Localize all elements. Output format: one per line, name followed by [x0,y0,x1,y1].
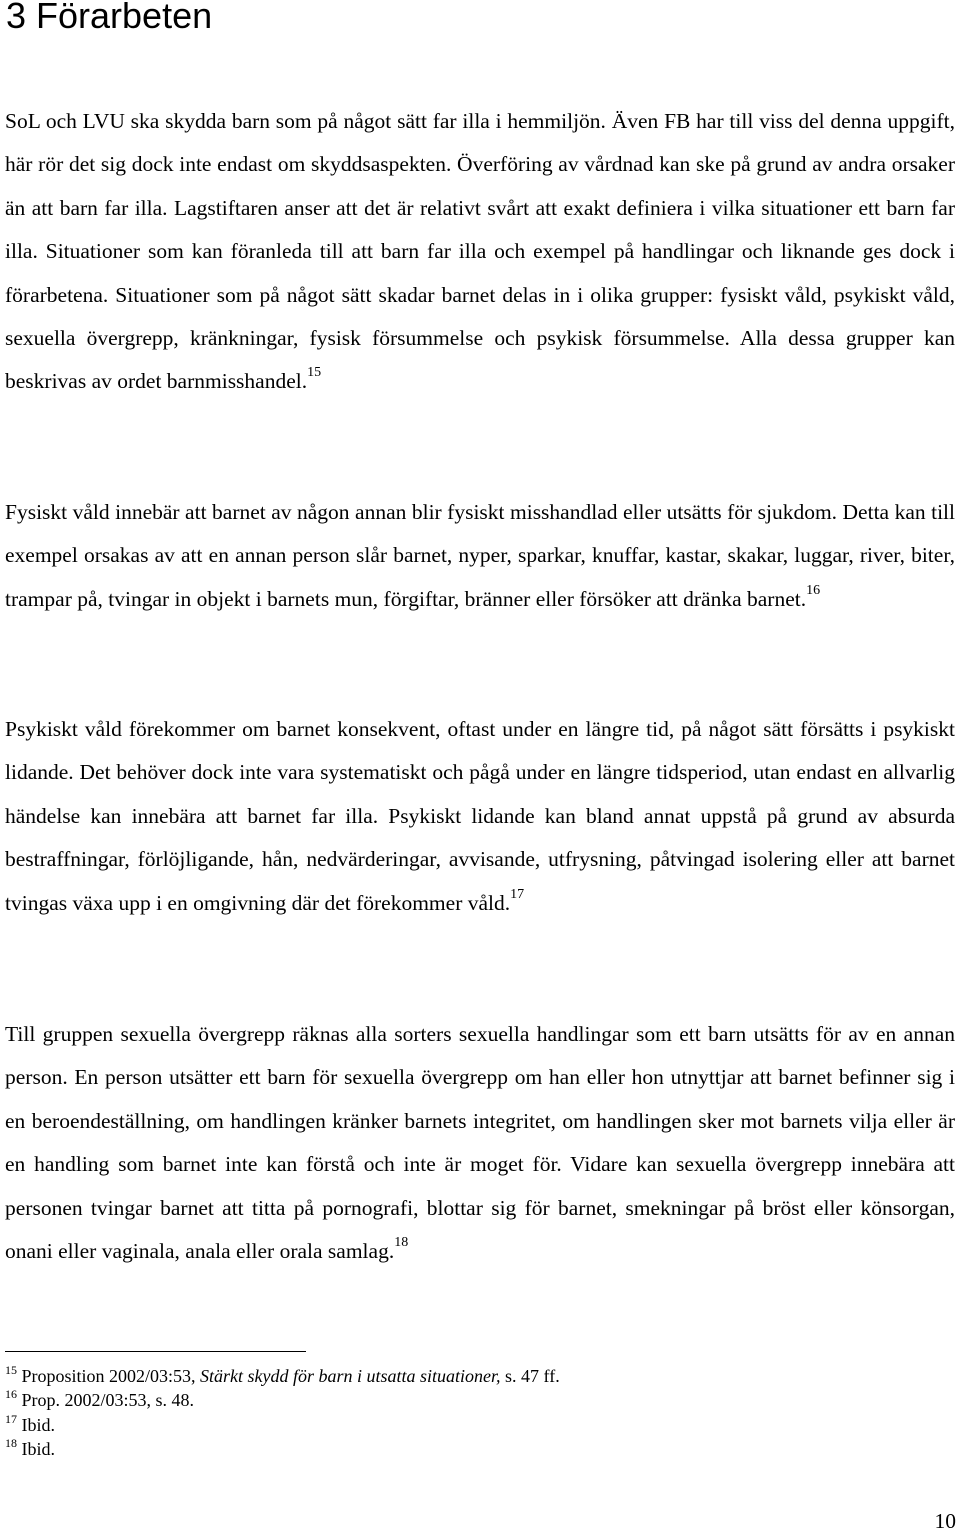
footnote-number: 18 [5,1435,17,1450]
footnote-reference[interactable]: 17 [510,886,525,902]
footnote-16 [5,1388,905,1412]
paragraph-overview [5,100,955,404]
paragraph-text: Till gruppen sexuella övergrepp räknas alla sorters sexuella handlingar som ett barn utsätts för av en annan person. En person utsätter ett barn för sexuella övergrepp om han eller hon utnyttjar att barnet befinner sig i en beroendeställning, om handlingen kränker barnets integritet, om handlingen sker mot barnets vilja eller är en handling som barnet inte kan förstå och inte är moget för. Vidare kan sexuella övergrepp innebära att personen tvingar barnet att titta på pornografi, blottar sig för barnet, smekningar på bröst eller könsorgan, onani eller vaginala, anala eller orala samlag. [5,1022,955,1264]
footnote-text: Prop. 2002/03:53, s. 48. [21,1390,195,1411]
footnote-number: 16 [5,1387,17,1402]
paragraph-physical-violence [5,491,955,621]
footnote-number: 17 [5,1411,17,1426]
footnotes-section [5,1364,905,1461]
footnote-reference[interactable]: 18 [394,1235,409,1251]
footnote-suffix: s. 47 ff. [505,1366,560,1386]
footnote-separator [5,1351,306,1352]
footnote-title: Stärkt skydd för barn i utsatta situationer, [200,1366,501,1386]
paragraph-psychological-violence [5,708,955,925]
footnote-text: Proposition 2002/03:53, [21,1366,196,1386]
footnote-15 [5,1364,905,1388]
page-number: 10 [934,1509,956,1533]
paragraph-sexual-abuse [5,1013,955,1273]
footnote-18 [5,1437,905,1461]
paragraph-text: Psykiskt våld förekommer om barnet konsekvent, oftast under en längre tid, på något sätt försätts i psykiskt lidande. Det behöver dock inte vara systematiskt och pågå under en längre tidsperiod, utan endast en allvarlig händelse kan innebära att barnet far illa. Psykiskt lidande kan bland annat uppstå på grund av absurda bestraffningar, förlöjligande, hån, nedvärderingar, avvisande, utfrysning, påtvingad isolering eller att barnet tvingas växa upp i en omgivning där det förekommer våld. [5,717,955,915]
footnote-text: Ibid. [21,1414,55,1435]
chapter-title: 3 Förarbeten [6,0,213,36]
footnote-17 [5,1413,905,1437]
footnote-text: Ibid. [21,1438,55,1459]
footnote-reference[interactable]: 15 [307,365,322,381]
footnote-number: 15 [5,1363,17,1377]
paragraph-text: Fysiskt våld innebär att barnet av någon annan blir fysiskt misshandlad eller utsätts för sjukdom. Detta kan till exempel orsakas av att en annan person slår barnet, nyper, sparkar, knuffar, kastar, skakar, luggar, river, biter, trampar på, tvingar in objekt i barnets mun, förgiftar, bränner eller försöker att dränka barnet. [5,500,955,611]
footnote-reference[interactable]: 16 [806,582,821,598]
paragraph-text: SoL och LVU ska skydda barn som på något sätt far illa i hemmiljön. Även FB har till viss del denna uppgift, här rör det sig dock inte endast om skyddsaspekten. Överföring av vårdnad kan ske på grund av andra orsaker än att barn far illa. Lagstiftaren anser att det är relativt svårt att exakt definiera i vilka situationer ett barn far illa. Situationer som kan föranleda till att barn far illa och exempel på handlingar och liknande ges dock i förarbetena. Situationer som på något sätt skadar barnet delas in i olika grupper: fysiskt våld, psykiskt våld, sexuella övergrepp, kränkningar, fysisk försummelse och psykisk försummelse. Alla dessa grupper kan beskrivas av ordet barnmisshandel. [5,109,955,394]
